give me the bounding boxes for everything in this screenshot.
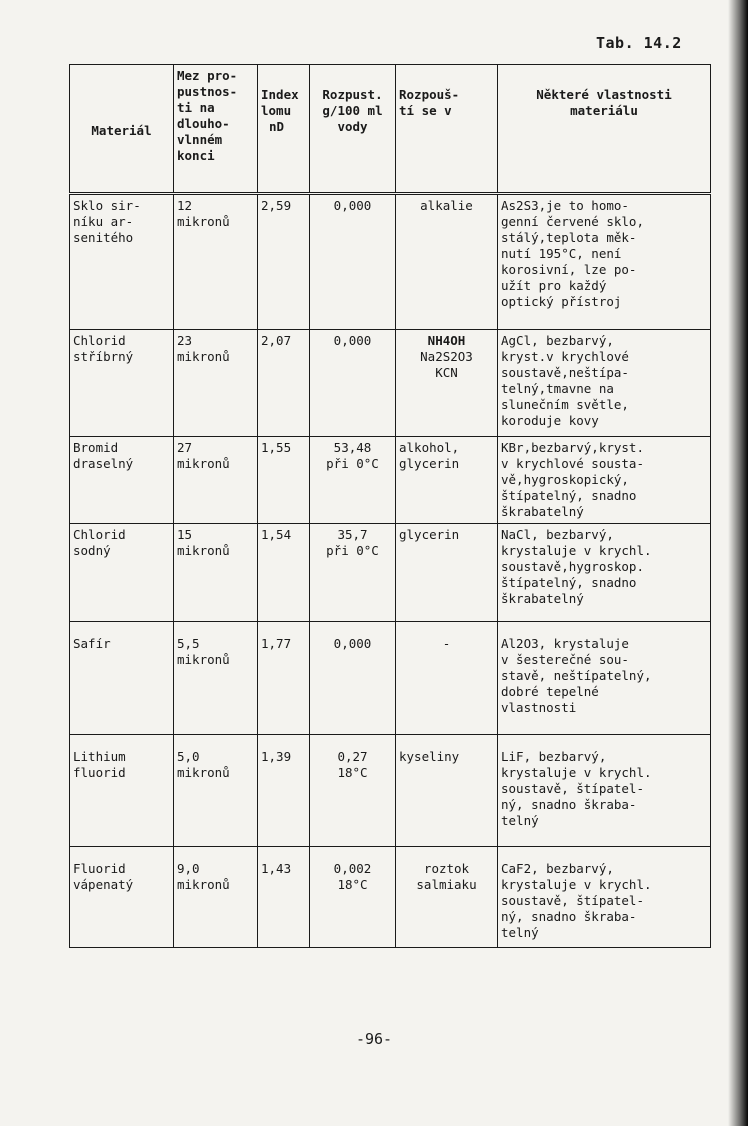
table-row xyxy=(70,622,711,735)
cell-line: 53,48 xyxy=(333,440,372,455)
cell-line: soustavě,hygroskop. xyxy=(501,559,644,574)
cell-line: 23 xyxy=(177,333,193,348)
cell-line: roztok xyxy=(423,861,470,876)
cell-material xyxy=(70,847,174,948)
table-row xyxy=(70,735,711,847)
cell-line: optický přístroj xyxy=(501,294,622,309)
cell-index: 1,54 xyxy=(258,524,310,622)
cell-line: Sklo sir- xyxy=(73,198,141,213)
cell-line: Lithium xyxy=(73,749,126,764)
cell-line: škrabatelný xyxy=(501,504,584,519)
cell-line: fluorid xyxy=(73,765,126,780)
cell-line: 35,7 xyxy=(337,527,368,542)
cell-line: CaF2, bezbarvý, xyxy=(501,861,614,876)
cell-line: telný,tmavne na xyxy=(501,381,614,396)
cell-line: soustavě, štípatel- xyxy=(501,781,644,796)
cell-line: draselný xyxy=(73,456,134,471)
cell-line: kryst.v krychlové xyxy=(501,349,629,364)
cell-properties xyxy=(498,847,711,948)
cell-line: stříbrný xyxy=(73,349,134,364)
cell-line: LiF, bezbarvý, xyxy=(501,749,607,764)
cell-solvent xyxy=(396,847,498,948)
cell-properties xyxy=(498,524,711,622)
cell-line: sodný xyxy=(73,543,111,558)
cell-line: slunečním světle, xyxy=(501,397,629,412)
cell-limit xyxy=(174,437,258,524)
header-solvent xyxy=(396,65,498,194)
cell-line: mikronů xyxy=(177,456,230,471)
cell-line: mikronů xyxy=(177,214,230,229)
cell-index: 1,55 xyxy=(258,437,310,524)
cell-line: škrabatelný xyxy=(501,591,584,606)
cell-line: 0,000 xyxy=(333,636,372,651)
cell-line: glycerin xyxy=(399,527,460,542)
cell-line: 0,000 xyxy=(333,198,372,213)
cell-solvent xyxy=(396,330,498,437)
cell-line: mikronů xyxy=(177,349,230,364)
cell-line: ný, snadno škraba- xyxy=(501,909,637,924)
cell-solvent xyxy=(396,622,498,735)
cell-index: 2,59 xyxy=(258,194,310,330)
cell-line: Na2S2O3 xyxy=(420,349,473,364)
cell-solubility xyxy=(310,735,396,847)
cell-line: alkalie xyxy=(420,198,473,213)
cell-line: vlastnosti xyxy=(501,700,577,715)
cell-line: mikronů xyxy=(177,877,230,892)
cell-properties xyxy=(498,194,711,330)
cell-properties xyxy=(498,735,711,847)
cell-solvent xyxy=(396,735,498,847)
cell-limit xyxy=(174,735,258,847)
cell-material xyxy=(70,330,174,437)
page-number: -96- xyxy=(355,1030,393,1048)
cell-properties xyxy=(498,437,711,524)
header-material xyxy=(70,65,174,194)
cell-solvent xyxy=(396,524,498,622)
cell-solubility xyxy=(310,194,396,330)
cell-line: Al2O3, krystaluje xyxy=(501,636,629,651)
cell-properties xyxy=(498,622,711,735)
cell-line: salmiaku xyxy=(416,877,477,892)
cell-line: vápenatý xyxy=(73,877,134,892)
scan-edge-shadow xyxy=(728,0,748,1126)
cell-line: v krychlové sousta- xyxy=(501,456,644,471)
cell-line: soustavě, štípatel- xyxy=(501,893,644,908)
header-line: tí se v xyxy=(399,103,452,118)
cell-line: 18°C xyxy=(337,765,368,780)
header-properties xyxy=(498,65,711,194)
cell-line: Safír xyxy=(73,636,111,651)
cell-line: soustavě,neštípa- xyxy=(501,365,629,380)
cell-solvent xyxy=(396,437,498,524)
cell-limit xyxy=(174,524,258,622)
cell-line: AgCl, bezbarvý, xyxy=(501,333,614,348)
cell-line: NH4OH xyxy=(427,333,466,348)
header-line: ti na xyxy=(177,100,215,115)
cell-line: As2S3,je to homo- xyxy=(501,198,629,213)
cell-material xyxy=(70,524,174,622)
materials-table xyxy=(69,64,711,948)
cell-index: 1,77 xyxy=(258,622,310,735)
table-row xyxy=(70,437,711,524)
cell-line: ný, snadno škraba- xyxy=(501,797,637,812)
header-line: Rozpouš- xyxy=(399,87,460,102)
cell-limit xyxy=(174,847,258,948)
cell-line: 9,0 xyxy=(177,861,200,876)
header-line: Některé vlastnosti xyxy=(536,87,672,102)
cell-index: 2,07 xyxy=(258,330,310,437)
cell-material xyxy=(70,622,174,735)
cell-limit xyxy=(174,622,258,735)
cell-line: užít pro každý xyxy=(501,278,607,293)
cell-index: 1,43 xyxy=(258,847,310,948)
cell-line: Bromid xyxy=(73,440,119,455)
cell-line: telný xyxy=(501,813,539,828)
header-line: Mez pro- xyxy=(177,68,238,83)
cell-line: níku ar- xyxy=(73,214,134,229)
header-solubility xyxy=(310,65,396,194)
cell-line: 18°C xyxy=(337,877,368,892)
cell-line: - xyxy=(442,636,451,651)
header-line: lomu xyxy=(261,103,292,118)
header-line: vody xyxy=(337,119,368,134)
cell-properties xyxy=(498,330,711,437)
header-line: nD xyxy=(269,119,285,134)
cell-solubility xyxy=(310,524,396,622)
table-row xyxy=(70,524,711,622)
cell-line: štípatelný, snadno xyxy=(501,575,637,590)
header-line: pustnos- xyxy=(177,84,238,99)
table-row xyxy=(70,330,711,437)
table-row xyxy=(70,194,711,330)
cell-line: kyseliny xyxy=(399,749,460,764)
table-header-row xyxy=(70,65,711,194)
header-transmission-limit xyxy=(174,65,258,194)
cell-line: vě,hygroskopický, xyxy=(501,472,629,487)
cell-line: Fluorid xyxy=(73,861,126,876)
cell-solubility xyxy=(310,330,396,437)
cell-line: KCN xyxy=(435,365,458,380)
cell-line: KBr,bezbarvý,kryst. xyxy=(501,440,644,455)
cell-line: mikronů xyxy=(177,543,230,558)
header-line: dlouho- xyxy=(177,116,230,131)
cell-line: 5,5 xyxy=(177,636,200,651)
cell-line: 15 xyxy=(177,527,193,542)
cell-limit xyxy=(174,330,258,437)
header-line: g/100 ml xyxy=(322,103,383,118)
cell-line: nutí 195°C, není xyxy=(501,246,622,261)
cell-solubility xyxy=(310,437,396,524)
cell-line: genní červené sklo, xyxy=(501,214,644,229)
header-line: Materiál xyxy=(91,123,152,138)
cell-index: 1,39 xyxy=(258,735,310,847)
cell-line: mikronů xyxy=(177,765,230,780)
cell-line: 5,0 xyxy=(177,749,200,764)
cell-line: stálý,teplota měk- xyxy=(501,230,637,245)
cell-line: koroduje kovy xyxy=(501,413,599,428)
cell-material xyxy=(70,437,174,524)
header-refractive-index xyxy=(258,65,310,194)
cell-line: 27 xyxy=(177,440,193,455)
cell-line: stavě, neštípatelný, xyxy=(501,668,652,683)
header-line: konci xyxy=(177,148,215,163)
cell-line: 0,002 xyxy=(333,861,372,876)
cell-line: 0,000 xyxy=(333,333,372,348)
header-line: Index xyxy=(261,87,299,102)
cell-line: alkohol, xyxy=(399,440,460,455)
cell-line: při 0°C xyxy=(326,456,379,471)
cell-line: krystaluje v krychl. xyxy=(501,877,652,892)
cell-line: krystaluje v krychl. xyxy=(501,765,652,780)
cell-line: mikronů xyxy=(177,652,230,667)
cell-material xyxy=(70,735,174,847)
cell-line: Chlorid xyxy=(73,333,126,348)
cell-line: NaCl, bezbarvý, xyxy=(501,527,614,542)
cell-line: v šesterečné sou- xyxy=(501,652,629,667)
cell-line: krystaluje v krychl. xyxy=(501,543,652,558)
cell-line: při 0°C xyxy=(326,543,379,558)
table-label: Tab. 14.2 xyxy=(596,34,682,52)
table-row xyxy=(70,847,711,948)
cell-limit xyxy=(174,194,258,330)
cell-solubility xyxy=(310,847,396,948)
header-line: materiálu xyxy=(570,103,638,118)
cell-line: 12 xyxy=(177,198,193,213)
cell-line: Chlorid xyxy=(73,527,126,542)
cell-line: korosivní, lze po- xyxy=(501,262,637,277)
header-line: Rozpust. xyxy=(322,87,383,102)
header-line: vlnném xyxy=(177,132,223,147)
cell-line: štípatelný, snadno xyxy=(501,488,637,503)
cell-line: telný xyxy=(501,925,539,940)
cell-line: 0,27 xyxy=(337,749,368,764)
cell-solvent xyxy=(396,194,498,330)
cell-line: glycerin xyxy=(399,456,460,471)
cell-solubility xyxy=(310,622,396,735)
cell-line: dobré tepelné xyxy=(501,684,599,699)
cell-material xyxy=(70,194,174,330)
cell-line: senitého xyxy=(73,230,134,245)
